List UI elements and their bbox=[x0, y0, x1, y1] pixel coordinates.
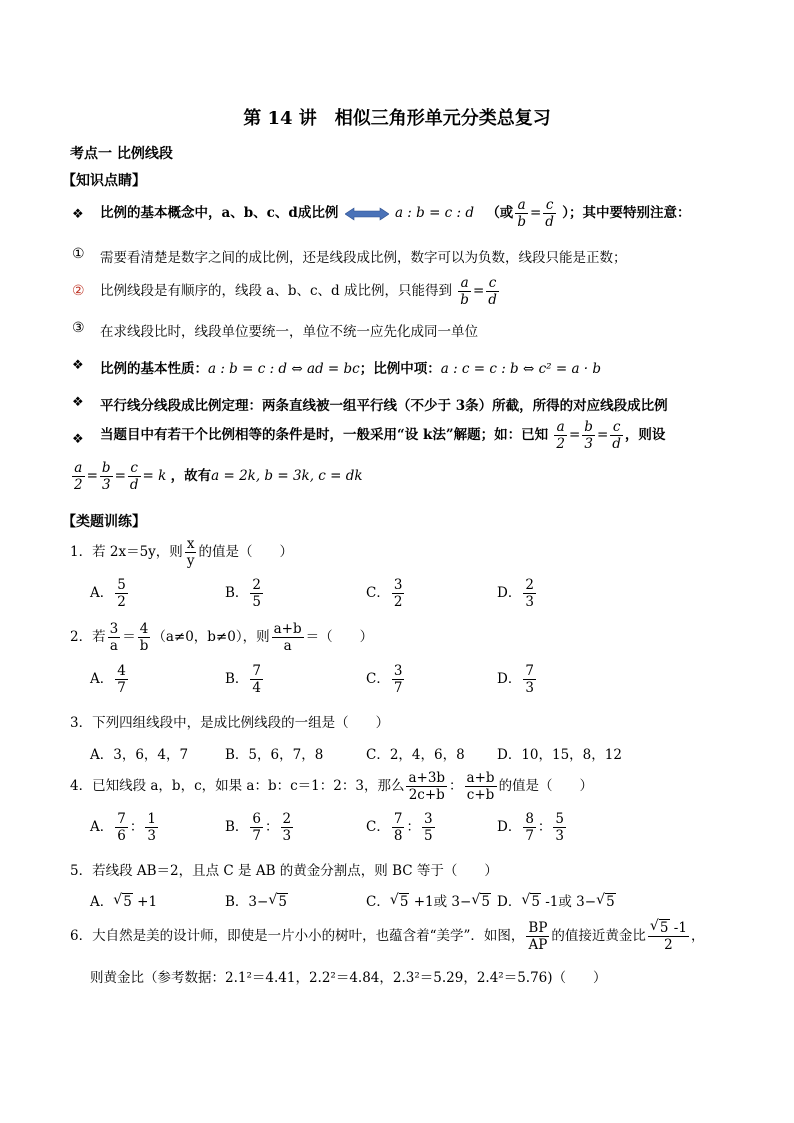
question-6-line2: 则黄金比（参考数据：2.1²＝4.41，2.2²＝4.84，2.3²＝5.29，2.4²＝5.76)（ ） bbox=[90, 970, 607, 986]
diamond-bullet-icon: ❖ bbox=[72, 358, 84, 373]
question-1-option-a[interactable]: A． $\frac{5}{2}$ bbox=[90, 577, 126, 611]
question-4-option-c[interactable]: C． $\frac{7}{8}$ ： $\frac{3}{5}$ bbox=[366, 811, 433, 845]
diamond-bullet-icon: ❖ bbox=[72, 432, 84, 447]
fraction-a-b: $\frac{a}{b}$ bbox=[517, 197, 526, 231]
question-2-option-b[interactable]: B． $\frac{7}{4}$ bbox=[225, 663, 262, 697]
page-title: 第 14 讲 相似三角形单元分类总复习 bbox=[243, 108, 551, 129]
double-arrow-icon bbox=[345, 207, 389, 221]
question-3-option-d[interactable]: D．10，15，8，12 bbox=[497, 747, 622, 763]
question-1-option-c[interactable]: C． $\frac{3}{2}$ bbox=[366, 577, 403, 611]
question-5-option-b[interactable]: B．3− √ 5 bbox=[225, 892, 287, 910]
kp3-text: 平行线分线段成比例定理：两条直线被一组平行线（不少于 3条）所截，所得的对应线段成比例 bbox=[100, 398, 668, 414]
note-2-line: 比例线段是有顺序的，线段 a、b、c、d 成比例，只能得到 $\frac{a}{b}$ = $\frac{c}{d}$ bbox=[100, 275, 497, 309]
kp1-close: ）；其中要特别注意： bbox=[562, 205, 691, 222]
question-2-option-c[interactable]: C． $\frac{3}{7}$ bbox=[366, 663, 403, 697]
question-1-option-d[interactable]: D． $\frac{2}{3}$ bbox=[497, 577, 534, 611]
question-3-option-a[interactable]: A．3，6，4，7 bbox=[90, 747, 189, 763]
question-5-option-a[interactable]: A． √ 5 +1 bbox=[90, 892, 158, 910]
question-2-option-d[interactable]: D． $\frac{7}{3}$ bbox=[497, 663, 534, 697]
note-2-text: 比例线段是有顺序的，线段 a、b、c、d 成比例，只能得到 bbox=[100, 283, 452, 300]
fraction-a-b: $\frac{a}{b}$ bbox=[460, 275, 469, 309]
question-3-option-b[interactable]: B．5，6，7，8 bbox=[225, 747, 324, 763]
training-header: 【类题训练】 bbox=[62, 514, 146, 530]
kp1-lead: 比例的基本概念中，a、b、c、d成比例 bbox=[100, 205, 339, 222]
circled-number-2: ② bbox=[72, 283, 85, 299]
kp1-or: （或 bbox=[486, 205, 514, 222]
kp4-line2: $\frac{a}{2}$ = $\frac{b}{3}$ = $\frac{c}{d}$ = k ，故有a = 2k, b = 3k, c = dk bbox=[74, 460, 363, 494]
question-1-option-b[interactable]: B． $\frac{2}{5}$ bbox=[225, 577, 262, 611]
diamond-bullet-icon: ❖ bbox=[72, 395, 84, 410]
question-6-line1: 6．大自然是美的设计师，即使是一片小小的树叶，也蕴含着“美学”．如图， $\frac{BP}{AP}$ 的值接近黄金比 √ 5 -1 2 ， bbox=[70, 918, 705, 954]
golden-ratio-fraction: √ 5 -1 2 bbox=[649, 918, 687, 954]
kp4-line1: 当题目中有若干个比例相等的条件是时，一般采用“设 k法”解题；如：已知 $\frac{a}{2}$ = $\frac{b}{3}$ = $\frac{c}{d}$ ，则设 bbox=[100, 419, 666, 453]
note-3-text: 在求线段比时，线段单位要统一，单位不统一应先化成同一单位 bbox=[100, 324, 478, 340]
question-2-option-a[interactable]: A． $\frac{4}{7}$ bbox=[90, 663, 126, 697]
diamond-bullet-icon: ❖ bbox=[72, 207, 84, 222]
section-heading: 考点一 比例线段 bbox=[70, 146, 173, 162]
question-4-option-a[interactable]: A． $\frac{7}{6}$ ： $\frac{1}{3}$ bbox=[90, 811, 156, 845]
question-4-option-d[interactable]: D． $\frac{8}{7}$ ： $\frac{5}{3}$ bbox=[497, 811, 565, 845]
circled-number-1: ① bbox=[72, 246, 85, 262]
question-1-stem: 1．若 2x＝5y，则 $\frac{x}{y}$ 的值是（ ） bbox=[70, 536, 293, 570]
kp1-eq: a : b = c : d bbox=[394, 205, 475, 222]
question-5-stem: 5．若线段 AB＝2，且点 C 是 AB 的黄金分割点，则 BC 等于（ ） bbox=[70, 863, 498, 879]
knowledge-header: 【知识点睛】 bbox=[62, 173, 146, 189]
note-1-text: 需要看清楚是数字之间的成比例，还是线段成比例，数字可以为负数，线段只能是正数； bbox=[100, 250, 627, 266]
question-3-stem: 3．下列四组线段中，是成比例线段的一组是（ ） bbox=[70, 715, 390, 731]
circled-number-3: ③ bbox=[72, 320, 85, 336]
question-5-option-d[interactable]: D． √ 5 -1或 3− √ 5 bbox=[497, 892, 615, 910]
question-4-stem: 4．已知线段 a，b，c，如果 a：b：c＝1：2：3，那么 $\frac{a+3b}{2c+b}$ ： $\frac{a+b}{c+b}$ 的值是（ ） bbox=[70, 770, 594, 804]
fraction-c-d: $\frac{c}{d}$ bbox=[545, 197, 554, 231]
kp2-line: 比例的基本性质：a : b = c : d ⇔ ad = bc；比例中项：a : c = c : b ⇔ c² = a · b bbox=[100, 361, 602, 377]
fraction-c-d: $\frac{c}{d}$ bbox=[488, 275, 497, 309]
kp2-eq1: a : b = c : d ⇔ ad = bc bbox=[208, 361, 360, 377]
question-2-stem: 2．若 $\frac{3}{a}$ ＝ $\frac{4}{b}$ （a≠0，b≠0），则 $\frac{a+b}{a}$ ＝（ ） bbox=[70, 621, 374, 655]
question-4-option-b[interactable]: B． $\frac{6}{7}$ ： $\frac{2}{3}$ bbox=[225, 811, 292, 845]
question-3-option-c[interactable]: C．2，4，6，8 bbox=[366, 747, 465, 763]
kp2-eq2: a : c = c : b ⇔ c² = a · b bbox=[440, 361, 602, 377]
question-5-option-c[interactable]: C． √ 5 +1或 3− √ 5 bbox=[366, 892, 490, 910]
kp1-line: 比例的基本概念中，a、b、c、d成比例 a : b = c : d （或 $\frac{a}{b}$ = $\frac{c}{d}$ ）；其中要特别注意： bbox=[100, 197, 691, 231]
